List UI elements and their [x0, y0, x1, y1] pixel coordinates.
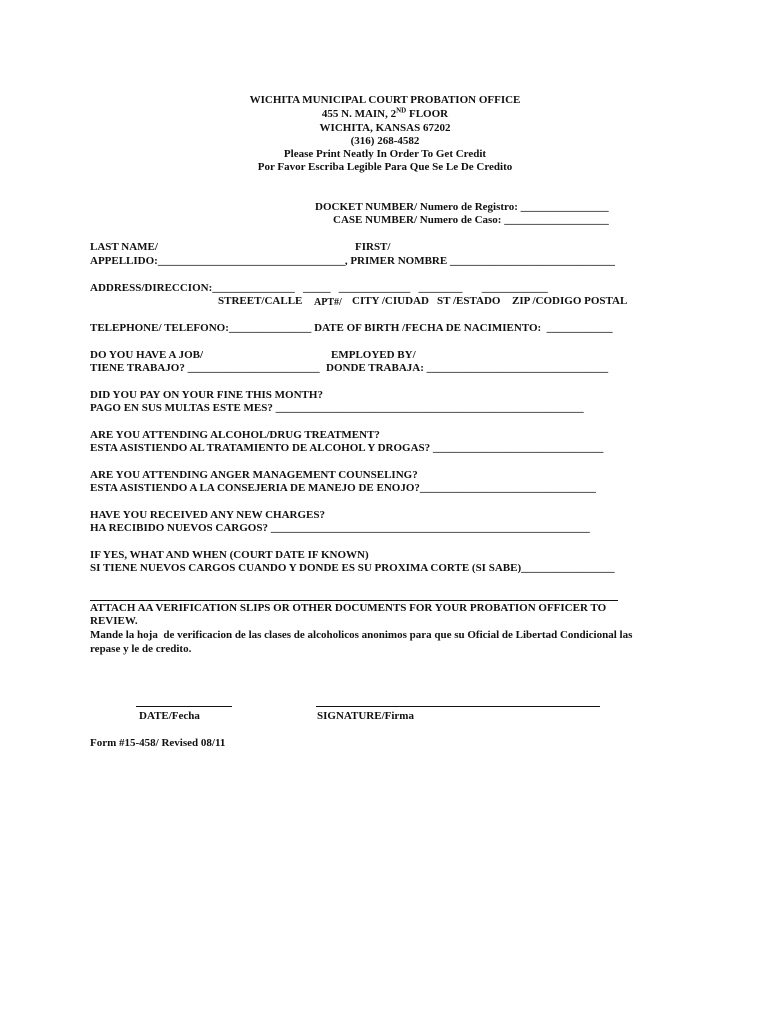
- extra-answer-line[interactable]: [90, 600, 618, 601]
- charges-question-es[interactable]: HA RECIBIDO NUEVOS CARGOS? __________________________________________________________: [90, 522, 590, 534]
- anger-question-en: ARE YOU ATTENDING ANGER MANAGEMENT COUNSELING?: [90, 469, 418, 481]
- job-question: DO YOU HAVE A JOB/: [90, 349, 204, 361]
- signature-label: SIGNATURE/Firma: [317, 710, 414, 722]
- docket-number-label: DOCKET NUMBER/ Numero de Registro: ________________: [315, 201, 609, 213]
- job-answer-line[interactable]: TIENE TRABAJO? ________________________: [90, 362, 320, 374]
- first-name-label: FIRST/: [355, 241, 391, 253]
- ifyes-question-es[interactable]: SI TIENE NUEVOS CARGOS CUANDO Y DONDE ES SU PROXIMA CORTE (SI SABE)_________________: [90, 562, 615, 574]
- charges-question-en: HAVE YOU RECEIVED ANY NEW CHARGES?: [90, 509, 326, 521]
- state-label: ST /ESTADO: [437, 295, 501, 307]
- fine-question-es[interactable]: PAGO EN SUS MULTAS ESTE MES? ________________________________________________________: [90, 402, 584, 414]
- attach-instruction-es: Mande la hoja de verificacion de las clases de alcoholicos anonimos para que su Oficial de Libertad Condicional las: [90, 629, 633, 641]
- treatment-question-es[interactable]: ESTA ASISTIENDO AL TRATAMIENTO DE ALCOHOL Y DROGAS? _______________________________: [90, 442, 604, 454]
- name-field-line[interactable]: APPELLIDO:__________________________________, PRIMER NOMBRE ______________________________: [90, 255, 615, 267]
- employed-by-label: EMPLOYED BY/: [331, 349, 416, 361]
- form-id: Form #15-458/ Revised 08/11: [90, 737, 226, 749]
- office-phone: (316) 268-4582: [350, 135, 420, 147]
- attach-instruction-en-2: REVIEW.: [90, 615, 138, 627]
- attach-instruction-es-2: repase y le de credito.: [90, 643, 192, 655]
- address-sup: ND: [396, 106, 407, 115]
- address-field-line[interactable]: ADDRESS/DIRECCION:_______________ _____ _____________ ________ ____________: [90, 282, 548, 294]
- street-label: STREET/CALLE: [218, 295, 303, 307]
- instruction-es: Por Favor Escriba Legible Para Que Se Le De Credito: [257, 161, 513, 173]
- signature-line[interactable]: [316, 706, 600, 707]
- zip-label: ZIP /CODIGO POSTAL: [512, 295, 628, 307]
- city-label: CITY /CIUDAD: [352, 295, 429, 307]
- fine-question-en: DID YOU PAY ON YOUR FINE THIS MONTH?: [90, 389, 323, 401]
- attach-instruction-en: ATTACH AA VERIFICATION SLIPS OR OTHER DOCUMENTS FOR YOUR PROBATION OFFICER TO: [90, 602, 607, 614]
- docket-number-field[interactable]: ________________: [520, 201, 609, 213]
- instruction-en: Please Print Neatly In Order To Get Credit: [283, 148, 487, 160]
- ifyes-question-en: IF YES, WHAT AND WHEN (COURT DATE IF KNOWN): [90, 549, 369, 561]
- date-line[interactable]: [136, 706, 232, 707]
- office-city: WICHITA, KANSAS 67202: [319, 122, 451, 134]
- address-pre: 455 N. MAIN, 2: [321, 108, 397, 120]
- date-label: DATE/Fecha: [139, 710, 200, 722]
- office-address: [0, 108, 770, 121]
- anger-question-es[interactable]: ESTA ASISTIENDO A LA CONSEJERIA DE MANEJO DE ENOJO?________________________________: [90, 482, 596, 494]
- phone-dob-line[interactable]: TELEPHONE/ TELEFONO:_______________ DATE OF BIRTH /FECHA DE NACIMIENTO: ____________: [90, 322, 613, 334]
- case-number-label: CASE NUMBER/ Numero de Caso: ___________________: [333, 214, 609, 226]
- last-name-label: LAST NAME/: [90, 241, 158, 253]
- address-post: FLOOR: [406, 108, 449, 120]
- office-title: WICHITA MUNICIPAL COURT PROBATION OFFICE: [249, 94, 521, 106]
- employer-answer-line[interactable]: DONDE TRABAJA: _________________________________: [326, 362, 609, 374]
- treatment-question-en: ARE YOU ATTENDING ALCOHOL/DRUG TREATMENT?: [90, 429, 380, 441]
- apt-label: APT#/: [314, 297, 342, 308]
- case-number-field[interactable]: ___________________: [504, 214, 609, 226]
